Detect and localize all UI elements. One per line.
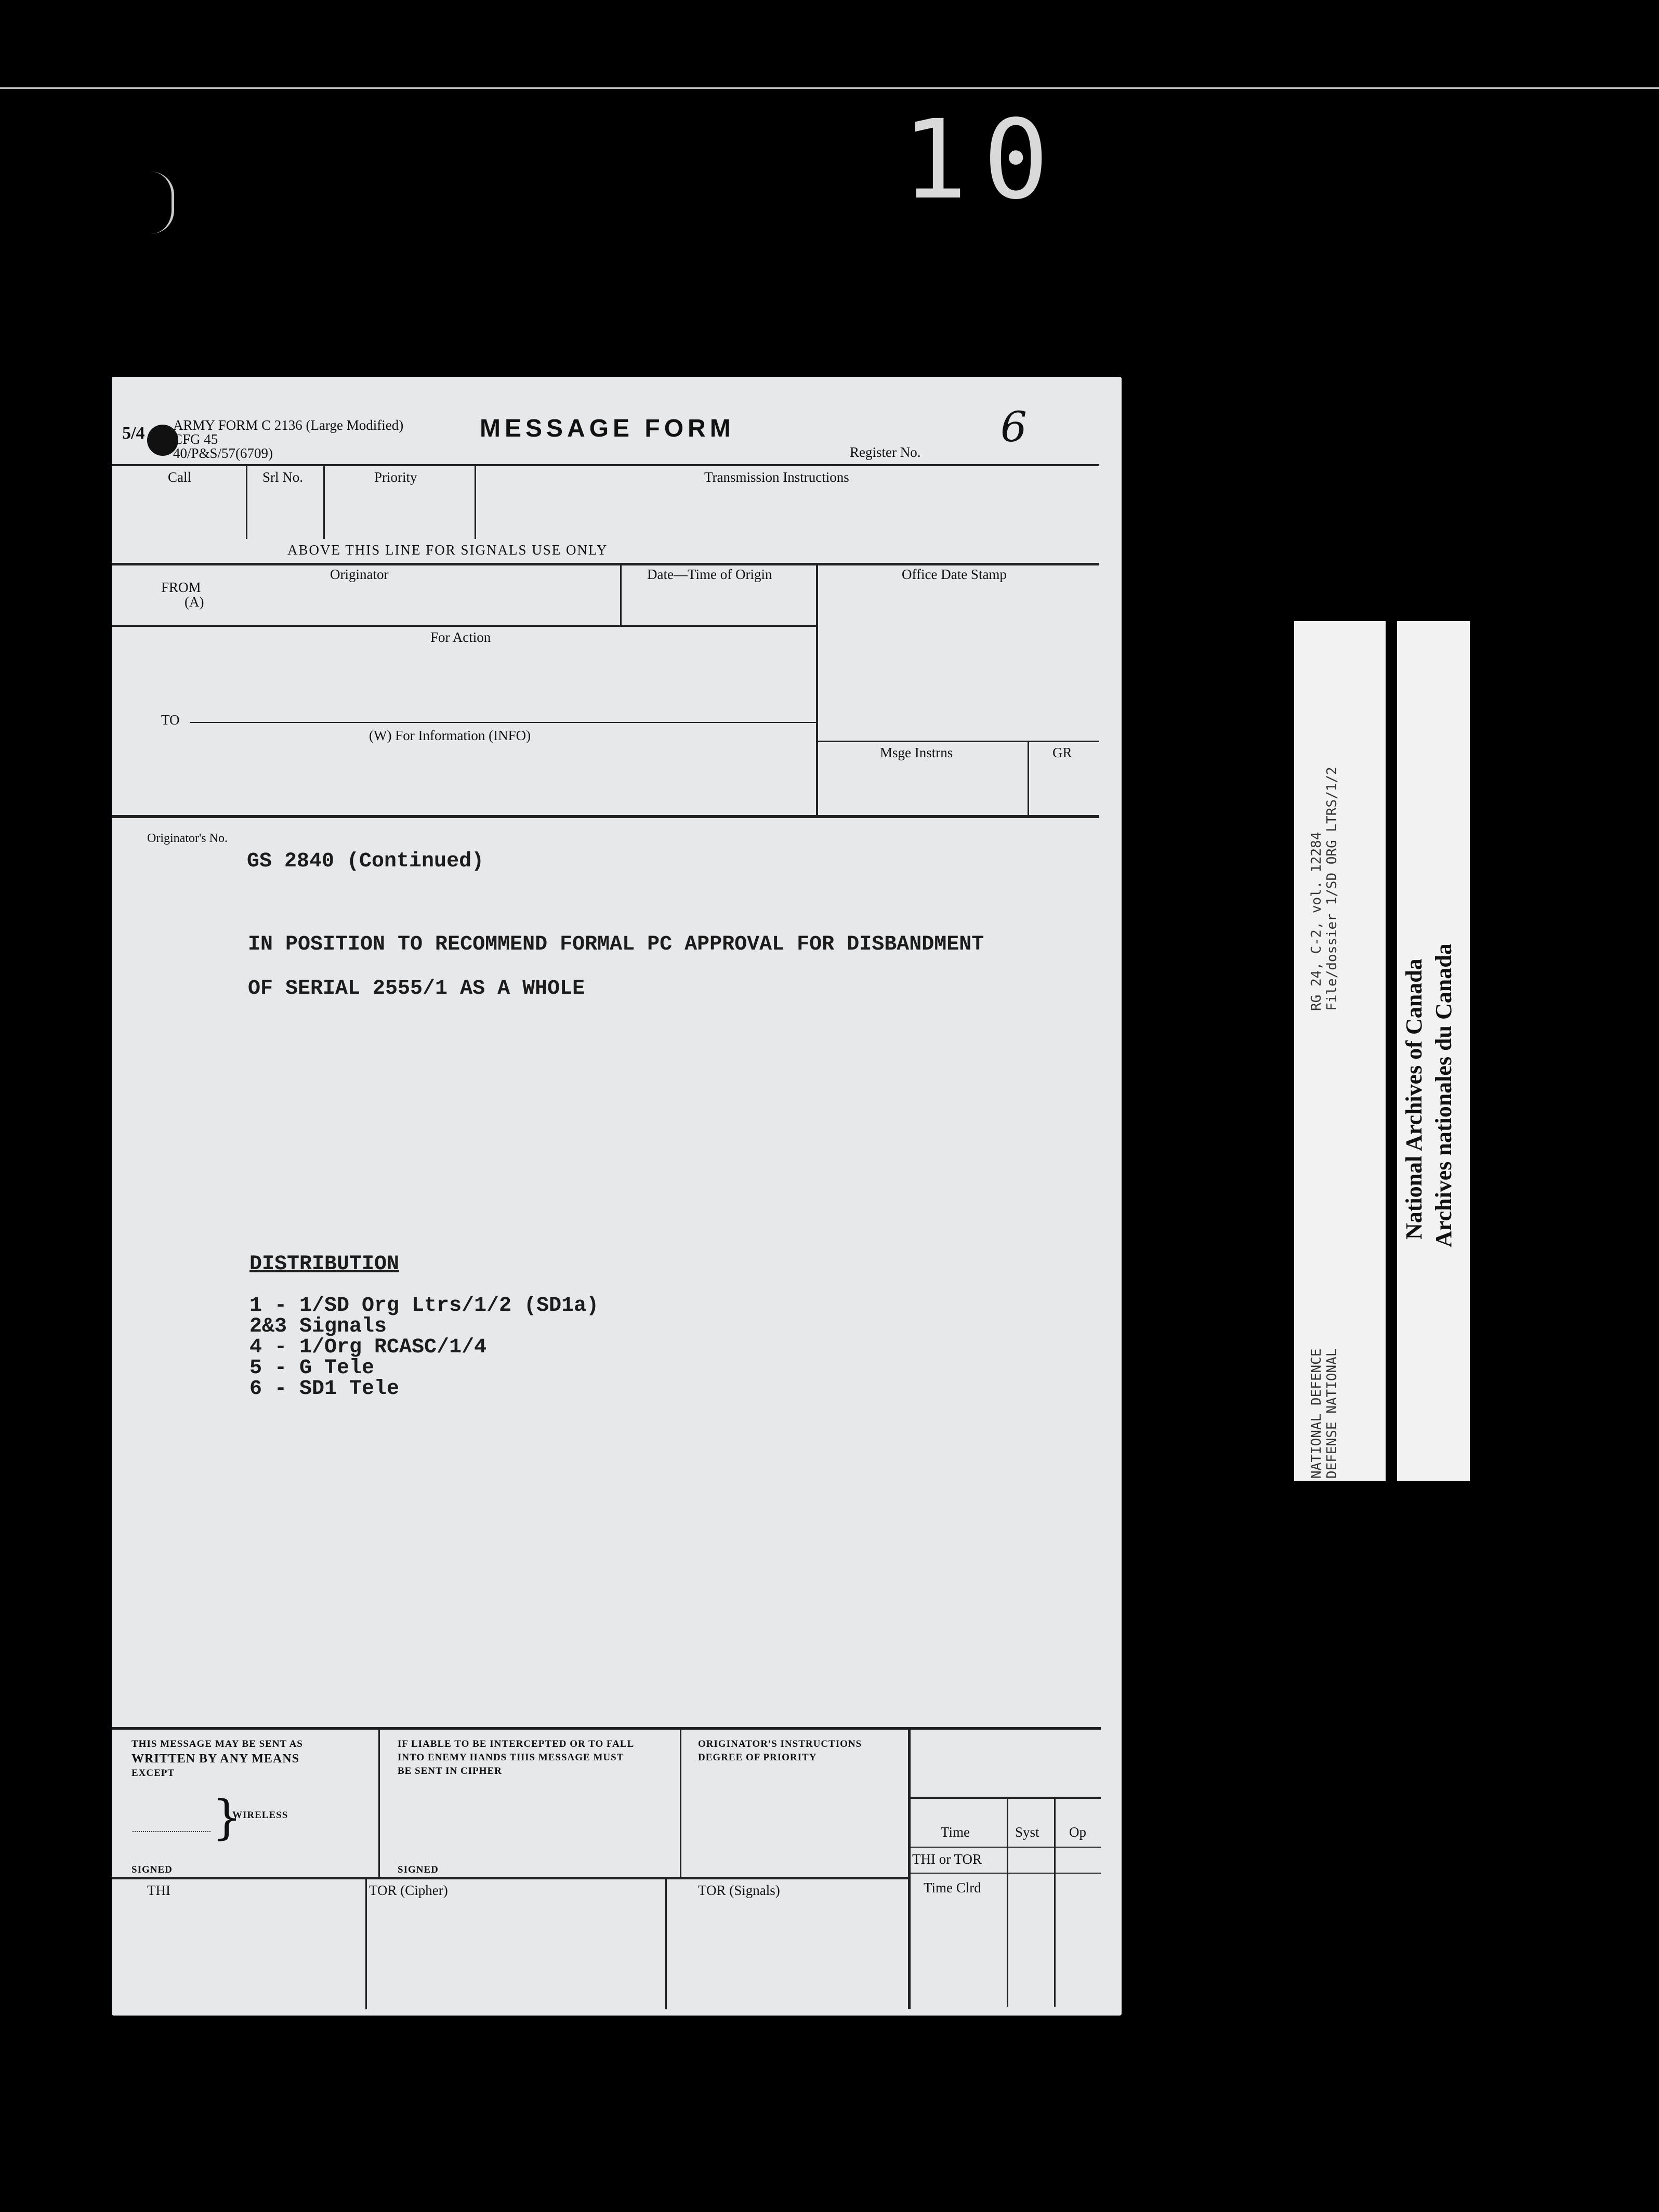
footer-col2-line2: INTO ENEMY HANDS THIS MESSAGE MUST bbox=[398, 1752, 624, 1763]
handwritten-page-number: 6 bbox=[1000, 403, 1027, 451]
office-date-stamp-label: Office Date Stamp bbox=[902, 567, 1007, 582]
info-label: (W) For Information (INFO) bbox=[369, 728, 531, 743]
distribution-item: 4 - 1/Org RCASC/1/4 bbox=[249, 1336, 487, 1359]
originator-label: Originator bbox=[330, 567, 389, 582]
divider bbox=[680, 1730, 681, 1878]
for-action-label: For Action bbox=[430, 629, 491, 645]
register-label: Register No. bbox=[850, 444, 921, 460]
header-col-priority: Priority bbox=[374, 469, 417, 485]
divider bbox=[620, 565, 622, 626]
footer-col1-signed: SIGNED bbox=[131, 1864, 173, 1875]
gr-label: GR bbox=[1052, 745, 1072, 760]
message-form-sheet bbox=[112, 377, 1122, 2016]
time-table-header-rule bbox=[910, 1797, 1101, 1799]
divider bbox=[1007, 1799, 1008, 2007]
divider bbox=[246, 466, 247, 539]
form-id-line1: ARMY FORM C 2136 (Large Modified) bbox=[173, 417, 404, 433]
archive-name-fr: Archives nationales du Canada bbox=[1431, 943, 1456, 1247]
frame-number: 10 bbox=[902, 96, 1064, 223]
divider bbox=[665, 1879, 667, 2009]
to-label: TO bbox=[161, 712, 180, 728]
signals-use-line: ABOVE THIS LINE FOR SIGNALS USE ONLY bbox=[287, 542, 608, 558]
footer-top-rule bbox=[112, 1727, 1101, 1730]
form-id-line3: 40/P&S/57(6709) bbox=[173, 445, 273, 461]
tor-signals-label: TOR (Signals) bbox=[698, 1882, 780, 1898]
footer-col3-line1: ORIGINATOR'S INSTRUCTIONS bbox=[698, 1739, 862, 1749]
stamp-rule bbox=[817, 741, 1099, 742]
divider bbox=[816, 565, 818, 817]
from-sub-label: (A) bbox=[185, 594, 204, 610]
message-line-1: IN POSITION TO RECOMMEND FORMAL PC APPROVAL FOR DISBANDMENT bbox=[248, 933, 984, 956]
syst-label: Syst bbox=[1015, 1824, 1039, 1840]
divider bbox=[365, 1879, 367, 2009]
footer-col1-line3: EXCEPT bbox=[131, 1768, 175, 1779]
header-col-srl: Srl No. bbox=[262, 469, 304, 485]
footer-col2-line3: BE SENT IN CIPHER bbox=[398, 1766, 502, 1776]
footer-col1-line1: THIS MESSAGE MAY BE SENT AS bbox=[131, 1739, 303, 1749]
divider bbox=[378, 1730, 380, 1878]
distribution-item: 2&3 Signals bbox=[249, 1315, 387, 1338]
block-bottom-rule bbox=[112, 815, 1099, 818]
originators-no-label: Originator's No. bbox=[147, 832, 228, 845]
form-id-line2: CFG 45 bbox=[173, 431, 218, 447]
wireless-dotted-line bbox=[133, 1831, 210, 1832]
to-rule bbox=[190, 722, 817, 723]
time-clrd-label: Time Clrd bbox=[924, 1880, 981, 1895]
divider bbox=[1054, 1799, 1056, 2007]
archive-ref-line1: RG 24, C-2, vol. 12284 bbox=[1309, 832, 1324, 1011]
tor-cipher-label: TOR (Cipher) bbox=[369, 1882, 448, 1898]
archive-name-en: National Archives of Canada bbox=[1401, 958, 1427, 1240]
thi-label: THI bbox=[147, 1882, 170, 1898]
wireless-brace: } bbox=[212, 1790, 242, 1845]
from-label: FROM bbox=[161, 580, 201, 595]
header-rule bbox=[112, 464, 1099, 466]
time-label: Time bbox=[941, 1824, 970, 1840]
date-time-origin-label: Date—Time of Origin bbox=[647, 567, 772, 582]
form-prefix: 5/4 bbox=[122, 424, 145, 443]
op-label: Op bbox=[1069, 1824, 1086, 1840]
header-col-transmission: Transmission Instructions bbox=[704, 469, 849, 485]
distribution-item: 6 - SD1 Tele bbox=[249, 1377, 400, 1401]
footer-col3-line2: DEGREE OF PRIORITY bbox=[698, 1752, 817, 1763]
message-line-2: OF SERIAL 2555/1 AS A WHOLE bbox=[248, 977, 585, 1000]
archive-reference-strip bbox=[1294, 621, 1386, 1481]
footer-mid-rule bbox=[112, 1877, 910, 1879]
archive-dept-line2: DEFENSE NATIONAL bbox=[1324, 1348, 1340, 1479]
footer-col2-line1: IF LIABLE TO BE INTERCEPTED OR TO FALL bbox=[398, 1739, 635, 1749]
message-reference: GS 2840 (Continued) bbox=[247, 850, 484, 873]
header-col-call: Call bbox=[168, 469, 191, 485]
time-table-left-rule bbox=[908, 1728, 911, 2009]
from-rule bbox=[112, 625, 817, 627]
divider bbox=[475, 466, 476, 539]
form-title: MESSAGE FORM bbox=[480, 415, 735, 442]
film-mark bbox=[151, 172, 174, 234]
footer-col1-wireless: WIRELESS bbox=[232, 1810, 288, 1821]
time-table-row-rule bbox=[910, 1847, 1101, 1848]
signals-rule bbox=[112, 563, 1099, 565]
distribution-item: 5 - G Tele bbox=[249, 1357, 375, 1380]
time-table-row-rule bbox=[910, 1873, 1101, 1874]
thi-or-tor-label: THI or TOR bbox=[912, 1851, 982, 1867]
msge-instrns-label: Msge Instrns bbox=[880, 745, 953, 760]
divider bbox=[1028, 741, 1029, 817]
divider bbox=[323, 466, 325, 539]
footer-col1-line2: WRITTEN BY ANY MEANS bbox=[131, 1752, 299, 1766]
distribution-item: 1 - 1/SD Org Ltrs/1/2 (SD1a) bbox=[249, 1294, 599, 1318]
archive-ref-line2: File/dossier 1/SD ORG LTRS/1/2 bbox=[1324, 767, 1340, 1011]
footer-col2-signed: SIGNED bbox=[398, 1864, 439, 1875]
film-top-rule bbox=[0, 87, 1659, 89]
distribution-heading: DISTRIBUTION bbox=[249, 1253, 400, 1276]
archive-dept-line1: NATIONAL DEFENCE bbox=[1309, 1348, 1324, 1479]
